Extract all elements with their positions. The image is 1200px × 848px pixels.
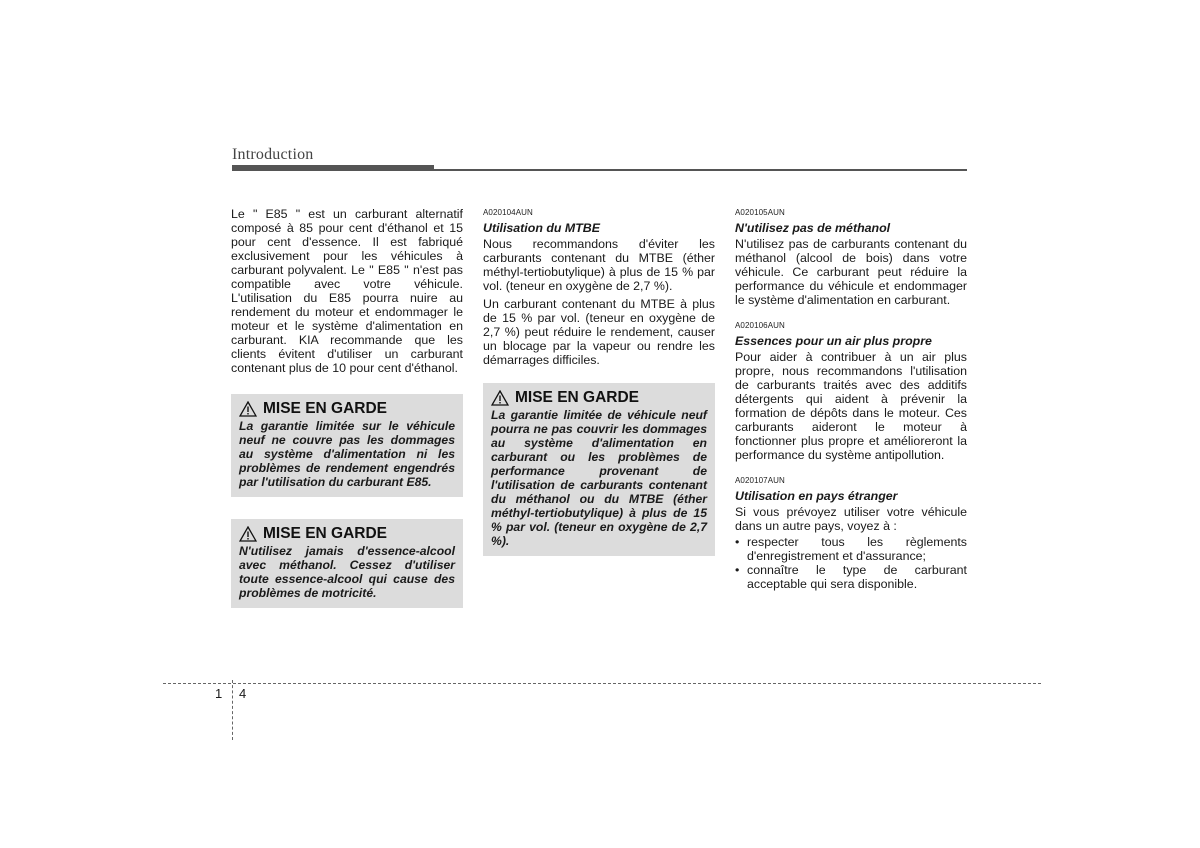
footer-vertical-rule bbox=[232, 680, 233, 740]
warning-header bbox=[491, 389, 707, 407]
bullet-list bbox=[735, 535, 967, 591]
section-text: N'utilisez pas de carburants contenant du méthanol (alcool de bois) dans votre véhicule. Ce carburant peut réduire la performance du véhicule et endommager le système d'alimentation en carburant. bbox=[735, 237, 967, 307]
list-item: • respecter tous les règlements d'enregistrement et d'assurance; bbox=[735, 535, 967, 563]
intro-paragraph: Le " E85 " est un carburant alternatif composé à 85 pour cent d'éthanol et 15 pour cent d'essence. Il est fabriqué exclusivement pour les véhicules à carburant polyvalent. Le " E85 " n'est pas compatible avec votre véhicule. L'utilisation du E85 pourra nuire au rendement du moteur et endommager le moteur et le système d'alimentation en carburant. KIA recommande que les clients évitent d'utiliser un carburant contenant plus de 10 pour cent d'éthanol. bbox=[231, 207, 463, 375]
section-subtitle: Utilisation en pays étranger bbox=[735, 489, 898, 503]
footer-dashed-rule bbox=[163, 683, 1041, 684]
section-code: A020104AUN bbox=[483, 208, 533, 217]
list-item: • connaître le type de carburant acceptable qui sera disponible. bbox=[735, 563, 967, 591]
section-text: Pour aider à contribuer à un air plus propre, nous recommandons l'utilisation de carburants traités avec des additifs détergents qui aident à prévenir la formation de dépôts dans le moteur. Ces carburants aideront le moteur à fonctionner plus propre et amélioreront la performance du système antipollution. bbox=[735, 350, 967, 462]
column-2 bbox=[483, 208, 715, 556]
warning-box-methanol-blend bbox=[231, 519, 463, 608]
chapter-number: 1 bbox=[215, 686, 223, 701]
section-foreign-country bbox=[735, 476, 967, 591]
warning-triangle-icon bbox=[239, 401, 257, 417]
section-text: Si vous prévoyez utiliser votre véhicule dans un autre pays, voyez à : bbox=[735, 505, 967, 533]
section-code: A020105AUN bbox=[735, 208, 785, 217]
warning-title: MISE EN GARDE bbox=[263, 400, 388, 417]
warning-title: MISE EN GARDE bbox=[263, 525, 388, 542]
section-subtitle: N'utilisez pas de méthanol bbox=[735, 221, 891, 235]
page-title: Introduction bbox=[232, 146, 314, 163]
header-rule-thin bbox=[434, 169, 967, 171]
warning-triangle-icon bbox=[491, 390, 509, 406]
section-code: A020106AUN bbox=[735, 321, 785, 330]
warning-header bbox=[239, 400, 455, 418]
section-subtitle: Utilisation du MTBE bbox=[483, 221, 601, 235]
warning-box-mtbe bbox=[483, 383, 715, 556]
header-rule-thick bbox=[232, 165, 434, 171]
warning-box-e85 bbox=[231, 394, 463, 497]
warning-text: La garantie limitée sur le véhicule neuf ne couvre pas les dommages au système d'alimentation ni les problèmes de rendement engendrés par l'utilisation du carburant E85. bbox=[239, 419, 455, 489]
warning-triangle-icon bbox=[239, 526, 257, 542]
mtbe-paragraph-1: Nous recommandons d'éviter les carburants contenant du MTBE (éther méthyl-tertiobutylique) à plus de 15 % par vol. (teneur en oxygène de 2,7 %). bbox=[483, 237, 715, 293]
warning-text: N'utilisez jamais d'essence-alcool avec méthanol. Cessez d'utiliser toute essence-alcool qui cause des problèmes de motricité. bbox=[239, 544, 455, 600]
mtbe-paragraph-2: Un carburant contenant du MTBE à plus de 15 % par vol. (teneur en oxygène de 2,7 %) peut réduire le rendement, causer un blocage par la vapeur ou rendre les démarrages difficiles. bbox=[483, 297, 715, 367]
section-clean-air bbox=[735, 321, 967, 462]
column-3 bbox=[735, 208, 967, 591]
section-code: A020107AUN bbox=[735, 476, 785, 485]
page-number: 4 bbox=[239, 686, 247, 701]
section-subtitle: Essences pour un air plus propre bbox=[735, 334, 932, 348]
warning-title: MISE EN GARDE bbox=[515, 389, 640, 406]
column-1 bbox=[231, 207, 463, 608]
warning-text: La garantie limitée de véhicule neuf pourra ne pas couvrir les dommages au système d'alimentation en carburant ou les problèmes de performance provenant de l'utilisation de carburants contenant du méthanol ou du MTBE (éther méthyl-tertiobutylique) à plus de 15 % par vol. (teneur en oxygène de 2,7 %). bbox=[491, 408, 707, 548]
section-methanol bbox=[735, 208, 967, 307]
warning-header bbox=[239, 525, 455, 543]
